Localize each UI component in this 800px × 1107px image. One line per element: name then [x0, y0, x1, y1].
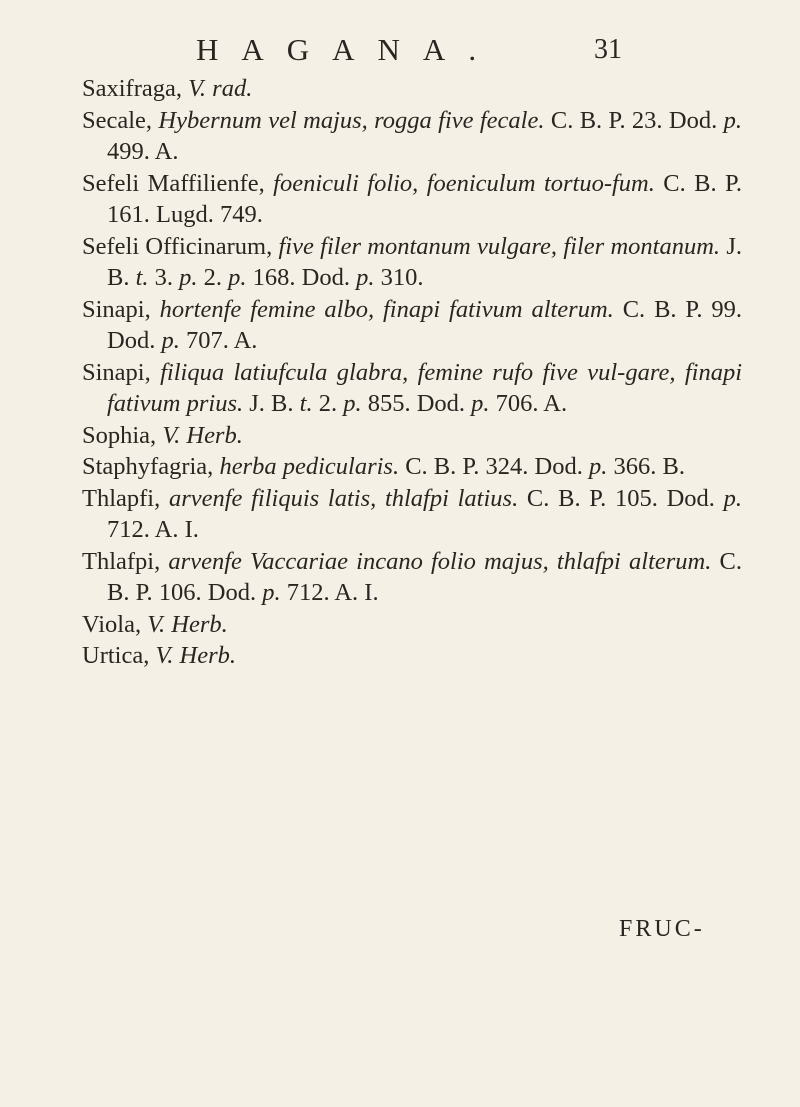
- entry-text: 3.: [148, 264, 180, 291]
- entry-text: Sinapi,: [82, 358, 161, 386]
- entry-text: Sefeli Maffilienfe,: [82, 169, 274, 197]
- entry-text: Thlapfi,: [82, 484, 169, 512]
- plant-entry: [82, 294, 742, 357]
- entry-italic-text: V. Herb.: [155, 642, 237, 669]
- running-title: HAGANA.: [196, 32, 500, 67]
- entry-italic-text: V. rad.: [188, 75, 253, 102]
- entry-italic-text: arvenfe Vaccariae incano folio majus, thlafpi alterum.: [168, 547, 712, 575]
- catchword: FRUC-: [619, 916, 705, 942]
- entry-text: Thlafpi,: [82, 547, 169, 575]
- entry-text: 707. A.: [179, 327, 258, 354]
- plant-entry: [82, 73, 742, 105]
- entry-italic-text: p.: [262, 579, 281, 606]
- entry-text: 2.: [197, 264, 229, 291]
- entry-text: C. B. P. 106. Dod.: [107, 547, 742, 606]
- entry-italic-text: p.: [723, 106, 742, 134]
- entry-text: C. B. P. 324. Dod.: [399, 453, 590, 480]
- entry-text: Secale,: [82, 106, 159, 134]
- entry-italic-text: arvenfe filiquis latis, thlafpi latius.: [168, 484, 519, 512]
- entry-text: 706. A.: [489, 390, 568, 417]
- entry-italic-text: p.: [589, 453, 608, 480]
- entry-text: 712. A. I.: [107, 516, 199, 543]
- plant-entry: [82, 640, 742, 672]
- entry-text: C. B. P. 105. Dod.: [518, 484, 724, 512]
- entry-italic-text: five filer montanum vulgare, filer montanum.: [278, 232, 721, 260]
- entry-text: C. B. P. 23. Dod.: [544, 106, 724, 134]
- entry-text: 366. B.: [607, 453, 685, 480]
- entry-text: Sefeli Officinarum,: [82, 232, 279, 260]
- entry-text: Viola,: [82, 610, 148, 638]
- entry-text: Sophia,: [82, 421, 163, 449]
- entry-italic-text: Hybernum vel majus, rogga five fecale.: [158, 106, 545, 134]
- plant-entry: [82, 231, 742, 294]
- page-number: 31: [594, 34, 622, 65]
- page-header: [0, 30, 800, 70]
- entry-text: 310.: [374, 264, 424, 291]
- entry-text: 499. A.: [107, 138, 179, 165]
- plant-entry: [82, 357, 742, 420]
- entry-text: Sinapi,: [82, 295, 160, 323]
- entry-text: J. B.: [107, 232, 742, 291]
- plant-entry: [82, 105, 742, 168]
- entry-text: 712. A. I.: [280, 579, 379, 606]
- entry-text: Urtica,: [82, 642, 156, 669]
- entry-italic-text: V. Herb.: [147, 610, 228, 638]
- plant-entry-list: [82, 73, 742, 672]
- entry-italic-text: p.: [723, 484, 742, 512]
- entry-text: C. B. P. 161. Lugd. 749.: [107, 169, 742, 228]
- plant-entry: [82, 546, 742, 609]
- plant-entry: [82, 168, 742, 231]
- plant-entry: [82, 609, 742, 641]
- plant-entry: [82, 420, 742, 452]
- entry-text: Staphyfagria,: [82, 453, 220, 480]
- entry-italic-text: p.: [161, 327, 180, 354]
- entry-italic-text: p.: [471, 390, 490, 417]
- plant-entry: [82, 483, 742, 546]
- entry-italic-text: foeniculi folio, foeniculum tortuo-fum.: [273, 169, 655, 197]
- entry-italic-text: hortenfe femine albo, finapi fativum alterum.: [159, 295, 614, 323]
- entry-italic-text: p.: [228, 264, 247, 291]
- entry-text: J. B.: [243, 390, 300, 417]
- entry-italic-text: p.: [343, 390, 362, 417]
- entry-italic-text: herba pedicularis.: [219, 453, 400, 480]
- entry-italic-text: t.: [135, 264, 149, 291]
- entry-italic-text: t.: [299, 390, 313, 417]
- entry-text: Saxifraga,: [82, 75, 189, 102]
- entry-italic-text: V. Herb.: [162, 421, 243, 449]
- entry-text: 168. Dod.: [246, 264, 357, 291]
- entry-italic-text: p.: [179, 264, 198, 291]
- entry-text: 2.: [312, 390, 344, 417]
- entry-italic-text: p.: [356, 264, 375, 291]
- entry-text: 855. Dod.: [361, 390, 472, 417]
- plant-entry: [82, 451, 742, 483]
- entry-text: C. B. P. 99. Dod.: [107, 295, 742, 354]
- entry-italic-text: filiqua latiufcula glabra, femine rufo five vul-gare, finapi fativum prius.: [107, 358, 742, 417]
